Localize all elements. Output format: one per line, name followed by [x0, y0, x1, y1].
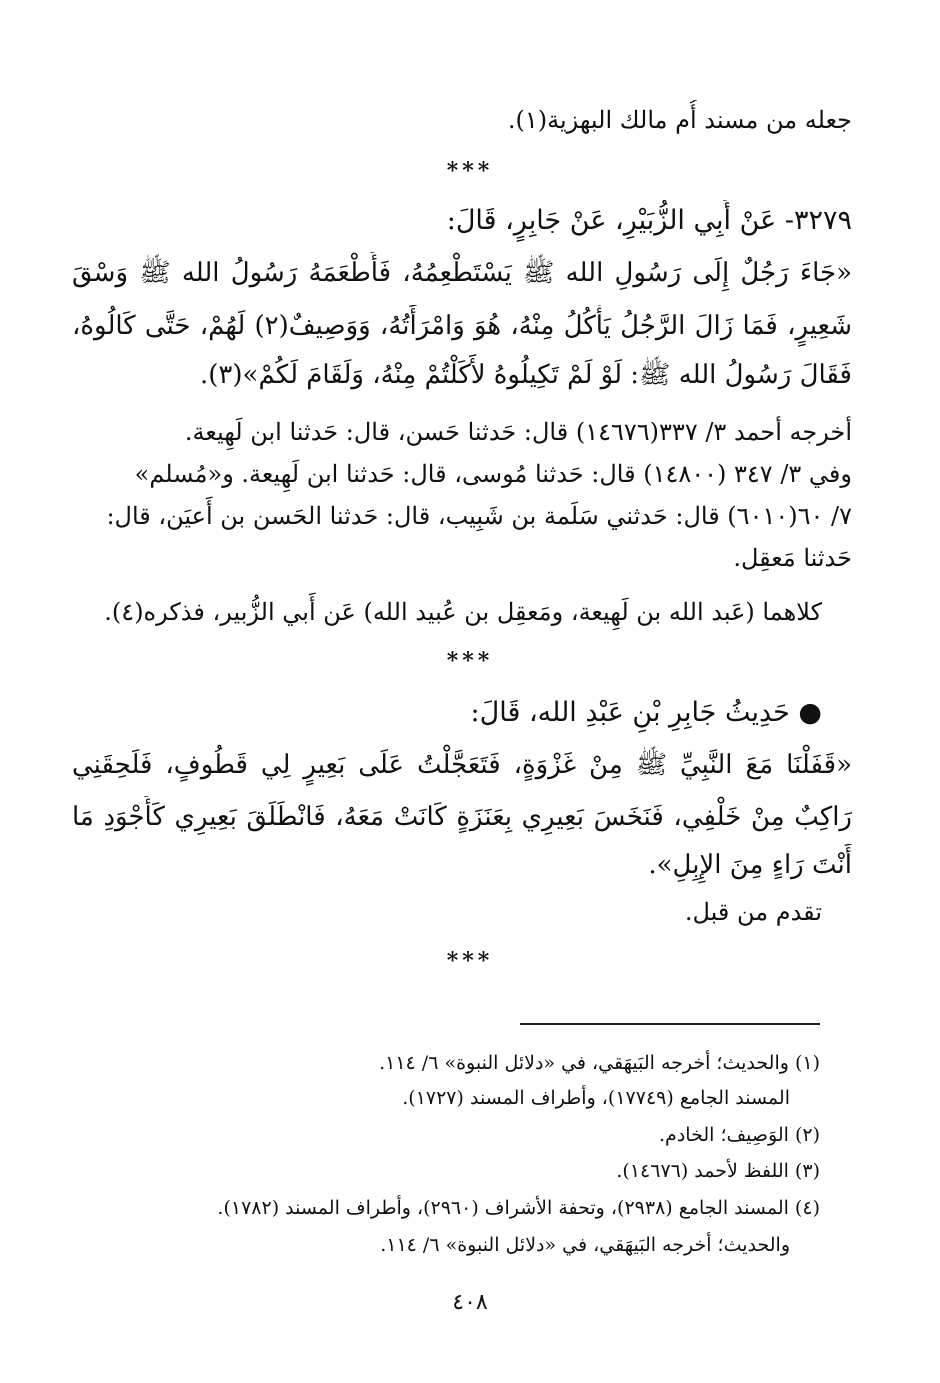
hadith-line: «جَاءَ رَجُلٌ إِلَى رَسُولِ الله ﷺ يَسْتَطْعِمُهُ، فَأَطْعَمَهُ رَسُولُ الله ﷺ وَسْقَ — [72, 258, 852, 288]
separator-stars: *** — [446, 948, 494, 974]
footnote-divider — [520, 1023, 820, 1025]
hadith-heading: ● حَدِيثُ جَابِرِ بْنِ عَبْدِ الله، قَالَ: — [470, 697, 822, 728]
takhrij-line: حَدثنا مَعقِل. — [733, 544, 852, 572]
separator-stars: *** — [446, 648, 494, 674]
takhrij-line: ٧/ ٦٠(٦٠١٠) قال: حَدثني سَلَمة بن شَبِيب، قال: حَدثنا الحَسن بن أَعيَن، قال: — [106, 502, 852, 530]
footnote-2: (٢) الوَصِيف؛ الخادم. — [659, 1124, 820, 1146]
hadith-line: رَاكِبٌ مِنْ خَلْفِي، فَنَخَسَ بَعِيرِي بِعَنَزَةٍ كَانَتْ مَعَهُ، فَانْطَلَقَ بَعِيرِي كَأَجْوَدِ مَا — [72, 802, 852, 832]
hadith-line: فَقَالَ رَسُولُ الله ﷺ: لَوْ لَمْ تَكِيلُوهُ لأَكَلْتُمْ مِنْهُ، وَلَقَامَ لَكُمْ»(٣). — [200, 360, 852, 390]
page-number: ٤٠٨ — [452, 1290, 488, 1315]
cross-reference-note: تقدم من قبل. — [684, 898, 822, 926]
takhrij-line: وفي ٣/ ٣٤٧ (١٤٨٠٠) قال: حَدثنا مُوسى، قال: حَدثنا ابن لَهِيعة. و«مُسلم» — [134, 460, 852, 488]
header-line: جعله من مسند أُم مالك البهزية(١). — [507, 106, 852, 134]
hadith-line: أَنْتَ رَاءٍ مِنَ الإِبِلِ». — [648, 850, 852, 880]
footnote-4: (٤) المسند الجامع (٢٩٣٨)، وتحفة الأشراف (٢٩٦٠)، وأطراف المسند (١٧٨٢). — [217, 1197, 820, 1219]
hadith-line: شَعِيرٍ، فَمَا زَالَ الرَّجُلُ يَأْكُلُ مِنْهُ، هُوَ وَامْرَأَتُهُ، وَوَصِيفٌ(٢) لَهُمْ، حَتَّى كَالُوهُ، — [72, 311, 852, 341]
hadith-heading: ٣٢٧٩- عَنْ أَبِي الزُّبَيْرِ، عَنْ جَابِرٍ، قَالَ: — [446, 205, 852, 236]
footnote-1-continued: المسند الجامع (١٧٧٤٩)، وأطراف المسند (١٧٢٧). — [402, 1087, 790, 1109]
footnote-3: (٣) اللفظ لأحمد (١٤٦٧٦). — [616, 1160, 820, 1182]
takhrij-line: أخرجه أحمد ٣/ ٣٣٧(١٤٦٧٦) قال: حَدثنا حَسن، قال: حَدثنا ابن لَهِيعة. — [184, 418, 852, 446]
footnote-4-continued: والحديث؛ أخرجه البَيهَقي، في «دلائل النبوة» ٦/ ١١٤. — [380, 1234, 790, 1256]
footnote-1: (١) والحديث؛ أخرجه البَيهَقي، في «دلائل النبوة» ٦/ ١١٤. — [379, 1052, 820, 1074]
hadith-line: «قَفَلْنَا مَعَ النَّبِيِّ ﷺ مِنْ غَزْوَةٍ، فَتَعَجَّلْتُ عَلَى بَعِيرٍ لِي قَطُوفٍ، فَلَحِقَنِي — [72, 750, 852, 780]
separator-stars: *** — [446, 158, 494, 184]
both-narrators-line: كلاهما (عَبد الله بن لَهِيعة، ومَعقِل بن عُبيد الله) عَن أَبي الزُّبير، فذكره(٤). — [104, 598, 822, 626]
